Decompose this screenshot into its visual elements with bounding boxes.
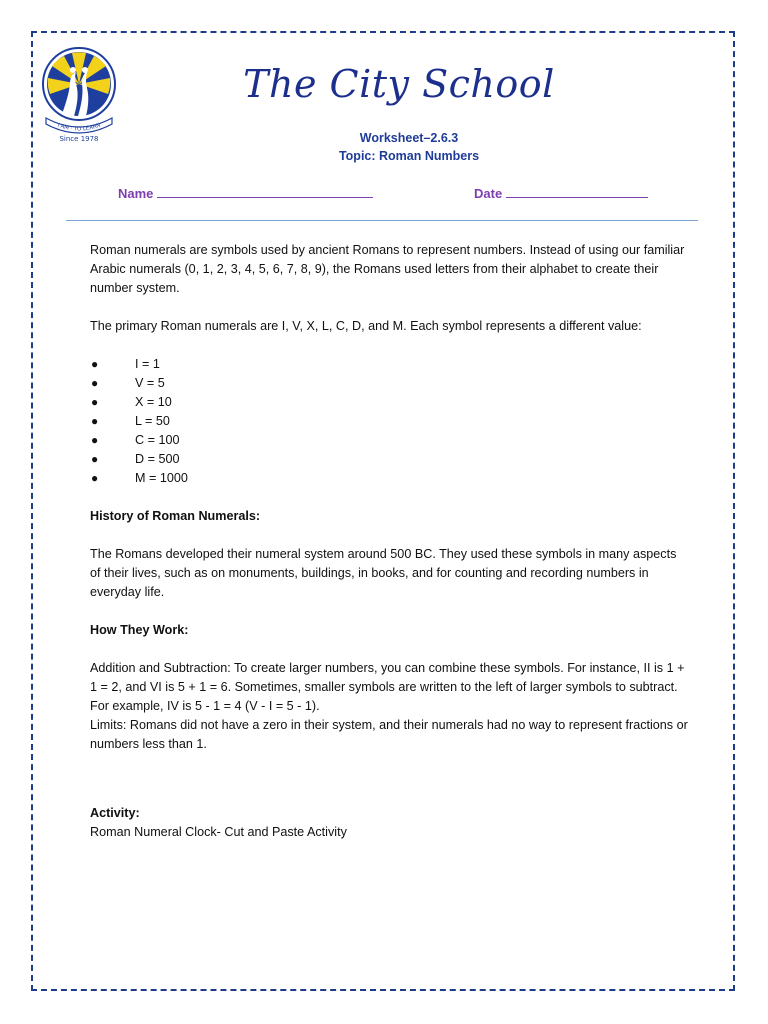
bullet-icon: ● <box>91 433 99 447</box>
bullet-icon: ● <box>91 452 99 466</box>
name-label: Name <box>118 186 154 201</box>
list-item: ● M = 1000 <box>90 469 690 488</box>
bullet-icon: ● <box>91 471 99 485</box>
limits-paragraph: Limits: Romans did not have a zero in their system, and their numerals had no way to represent fractions or numbers less than 1. <box>90 718 688 751</box>
intro-paragraph: Roman numerals are symbols used by ancient Romans to represent numbers. Instead of using our familiar Arabic numerals (0, 1, 2, 3, 4, 5, 6, 7, 8, 9), the Romans used letters from their alphabet to create their number system. <box>90 243 685 295</box>
bullet-icon: ● <box>91 376 99 390</box>
worksheet-body <box>90 241 690 842</box>
activity-text: Roman Numeral Clock- Cut and Paste Activity <box>90 825 347 839</box>
bullet-icon: ● <box>91 395 99 409</box>
numeral-list <box>90 355 690 488</box>
activity-heading: Activity: <box>90 806 140 820</box>
list-item: ● X = 10 <box>90 393 690 412</box>
list-item: ● V = 5 <box>90 374 690 393</box>
list-item: ● I = 1 <box>90 355 690 374</box>
list-item: ● L = 50 <box>90 412 690 431</box>
history-heading: History of Roman Numerals: <box>90 509 261 523</box>
list-item: ● D = 500 <box>90 450 690 469</box>
bullet-icon: ● <box>91 357 99 371</box>
name-blank-line[interactable] <box>157 185 373 198</box>
primary-numerals-paragraph: The primary Roman numerals are I, V, X, L, C, D, and M. Each symbol represents a different value: <box>90 319 642 333</box>
svg-text:I AM · TO LEARN: I AM · TO LEARN <box>56 122 102 133</box>
list-item: ● C = 100 <box>90 431 690 450</box>
date-blank-line[interactable] <box>506 185 648 198</box>
how-they-work-heading: How They Work: <box>90 623 189 637</box>
history-paragraph: The Romans developed their numeral system around 500 BC. They used these symbols in many aspects of their lives, such as on monuments, buildings, in books, and for counting and recording numbers in everyday life. <box>90 547 677 599</box>
name-field[interactable] <box>118 185 373 201</box>
school-title: The City School <box>243 62 555 106</box>
addition-subtraction-paragraph: Addition and Subtraction: To create larger numbers, you can combine these symbols. For instance, II is 1 + 1 = 2, and VI is 5 + 1 = 6. Sometimes, smaller symbols are written to the left of larger symbols to subtract. For example, IV is 5 - 1 = 4 (V - I = 5 - 1). <box>90 661 685 713</box>
logo-since-text: Since 1978 <box>59 135 99 143</box>
worksheet-number: Worksheet–2.6.3 <box>359 131 459 145</box>
date-label: Date <box>474 186 503 201</box>
date-field[interactable] <box>474 185 648 201</box>
header-divider <box>66 220 698 221</box>
bullet-icon: ● <box>91 414 99 428</box>
worksheet-topic: Topic: Roman Numbers <box>338 149 480 163</box>
